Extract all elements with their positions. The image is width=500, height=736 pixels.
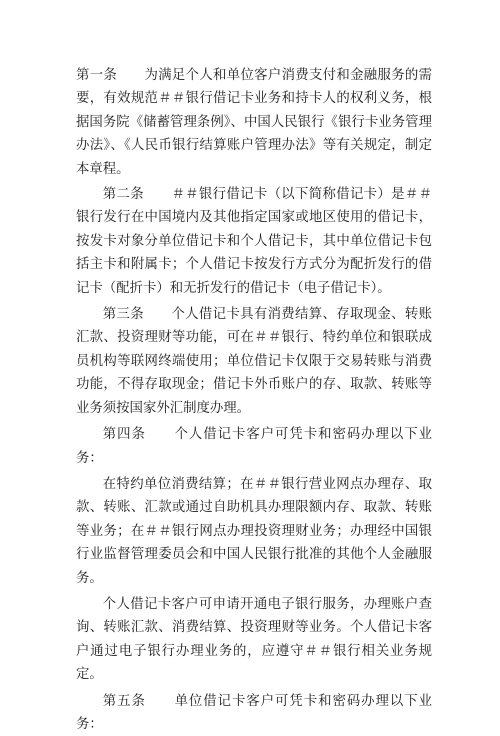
document-body [76, 64, 432, 736]
article-4-paragraph: 第四条 个人借记卡客户可凭卡和密码办理以下业务： [76, 427, 432, 466]
article-1-paragraph: 第一条 为满足个人和单位客户消费支付和金融服务的需要，有效规范＃＃银行借记卡业务和持卡人的权利义务，根据国务院《储蓄管理条例》、中国人民银行《银行卡业务管理办法》、《人民币银行结算账户管理办法》等有关规定，制定本章程。 [76, 68, 432, 177]
article-4-item-1-paragraph: 在特约单位消费结算；在＃＃银行营业网点办理存、取款、转账、汇款或通过自助机具办理限额内存、取款、转账等业务；在＃＃银行网点办理投资理财业务；办理经中国银行业监督管理委员会和中国人民银行批准的其他个人金融服务。 [76, 476, 432, 586]
article-3-paragraph: 第三条 个人借记卡具有消费结算、存取现金、转账汇款、投资理财等功能，可在＃＃银行、特约单位和银联成员机构等联网终端使用；单位借记卡仅限于交易转账与消费功能，不得存取现金；借记卡外币账户的存、取款、转账等业务须按国家外汇制度办理。 [76, 307, 432, 416]
article-2-paragraph: 第二条 ＃＃银行借记卡（以下简称借记卡）是＃＃银行发行在中国境内及其他指定国家或地区使用的借记卡，按发卡对象分单位借记卡和个人借记卡，其中单位借记卡包括主卡和附属卡；个人借记卡按发行方式分为配折发行的借记卡（配折卡）和无折发行的借记卡（电子借记卡）。 [76, 187, 432, 296]
article-4-item-2-paragraph: 个人借记卡客户可申请开通电子银行服务，办理账户查询、转账汇款、消费结算、投资理财等业务。个人借记卡客户通过电子银行办理业务的，应遵守＃＃银行相关业务规定。 [76, 596, 432, 683]
article-5-paragraph: 第五条 单位借记卡客户可凭卡和密码办理以下业务： [76, 693, 432, 732]
